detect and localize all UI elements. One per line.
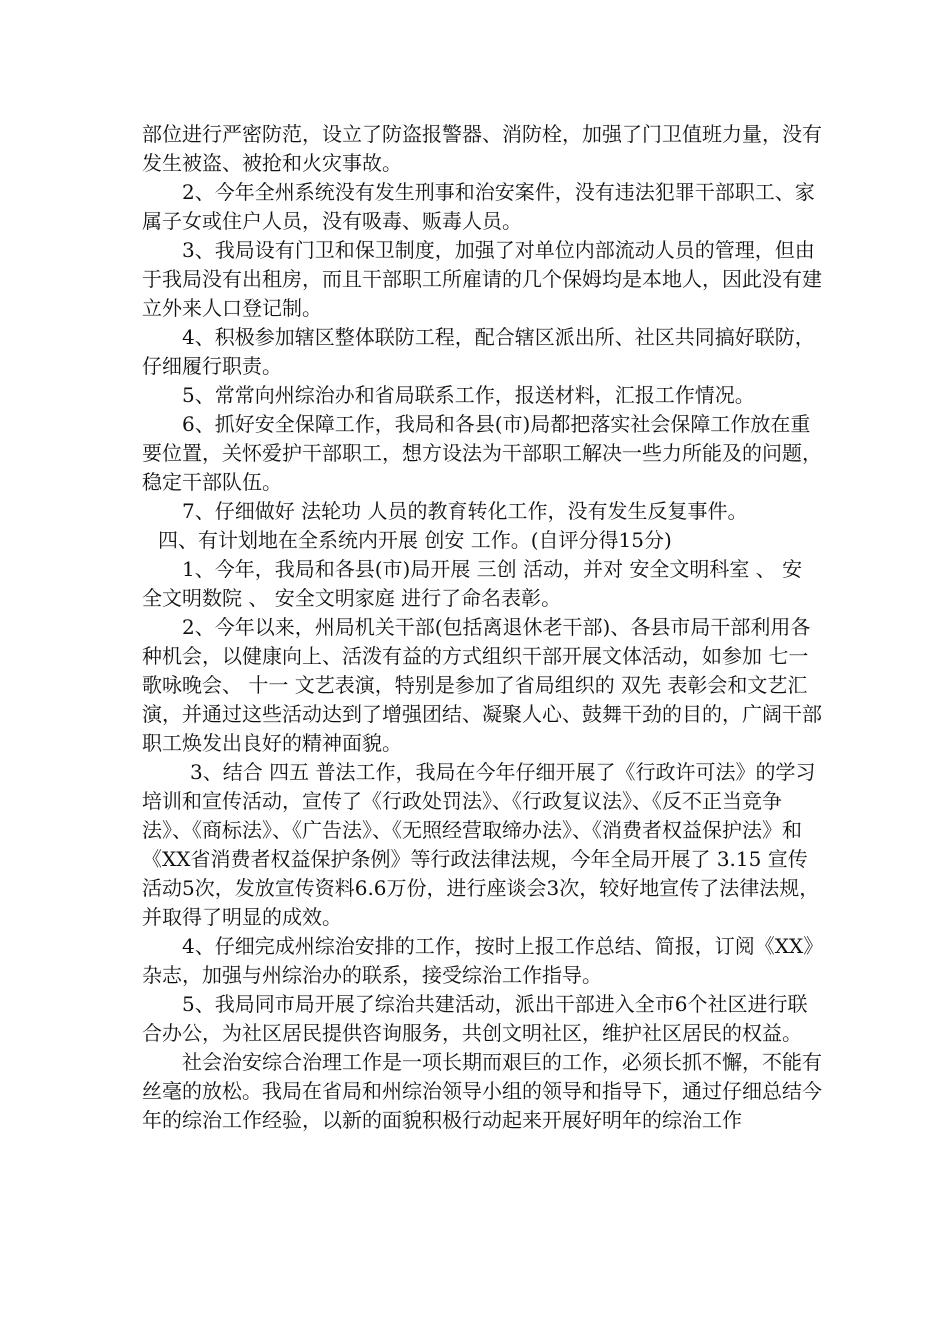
- paragraph-item-5: 5、常常向州综治办和省局联系工作，报送材料，汇报工作情况。: [182, 383, 755, 407]
- paragraph-s4-item-4: 4、仔细完成州综治安排的工作，按时上报工作总结、简报，订阅《XX》杂志，加强与州综治办的联系，接受综治工作指导。: [142, 934, 814, 987]
- document-body: [142, 120, 822, 1135]
- paragraph-item-7: 7、仔细做好 法轮功 人员的教育转化工作，没有发生反复事件。: [182, 499, 748, 523]
- section-heading-4: 四、有计划地在全系统内开展 创安 工作。(自评分得15分): [158, 528, 672, 552]
- paragraph-s4-item-3: 3、结合 四五 普法工作，我局在今年仔细开展了《行政许可法》的学习培训和宣传活动，宣传了《行政处罚法》、《行政复议法》、《反不正当竞争法》、《商标法》、《广告法》、《无照经营取缔办法》、《消费者权益保护法》和《XX省消费者权益保护条例》等行政法律法规，今年全局开展了 3.15 宣传活动5次，发放宣传资料6.6万份，进行座谈会3次，较好地宣传了法律法规，并取得了明显的成效。: [142, 760, 820, 929]
- paragraph-item-3: 3、我局设有门卫和保卫制度，加强了对单位内部流动人员的管理，但由于我局没有出租房，而且干部职工所雇请的几个保姆均是本地人，因此没有建立外来人口登记制。: [142, 238, 822, 320]
- paragraph-item-2: 2、今年全州系统没有发生刑事和治安案件，没有违法犯罪干部职工、家属子女或住户人员，没有吸毒、贩毒人员。: [142, 180, 815, 233]
- paragraph-s4-item-1: 1、今年，我局和各县(市)局开展 三创 活动，并对 安全文明科室 、 安全文明数院 、 安全文明家庭 进行了命名表彰。: [142, 557, 803, 610]
- paragraph-item-4: 4、积极参加辖区整体联防工程，配合辖区派出所、社区共同搞好联防，仔细履行职责。: [142, 325, 815, 378]
- paragraph-s4-item-5: 5、我局同市局开展了综治共建活动，派出干部进入全市6个社区进行联合办公，为社区居民提供咨询服务，共创文明社区，维护社区居民的权益。: [142, 992, 808, 1045]
- paragraph-item-6: 6、抓好安全保障工作，我局和各县(市)局都把落实社会保障工作放在重要位置，关怀爱护干部职工，想方设法为干部职工解决一些力所能及的问题，稳定干部队伍。: [142, 412, 822, 494]
- paragraph-s4-item-2: 2、今年以来，州局机关干部(包括离退休老干部)、各县市局干部利用各种机会，以健康向上、活泼有益的方式组织干部开展文体活动，如参加 七一 歌咏晚会、 十一 文艺表演，特别是参加了省局组织的 双先 表彰会和文艺汇演，并通过这些活动达到了增强团结、凝聚人心、鼓舞干劲的目的，广阔干部职工焕发出良好的精神面貌。: [142, 615, 822, 755]
- paragraph-conclusion: 社会治安综合治理工作是一项长期而艰巨的工作，必须长抓不懈，不能有丝毫的放松。我局在省局和州综治领导小组的领导和指导下，通过仔细总结今年的综治工作经验，以新的面貌积极行动起来开展好明年的综治工作: [142, 1050, 822, 1132]
- paragraph-continuation: 部位进行严密防范，设立了防盗报警器、消防栓，加强了门卫值班力量，没有发生被盗、被抢和火灾事故。: [142, 122, 822, 175]
